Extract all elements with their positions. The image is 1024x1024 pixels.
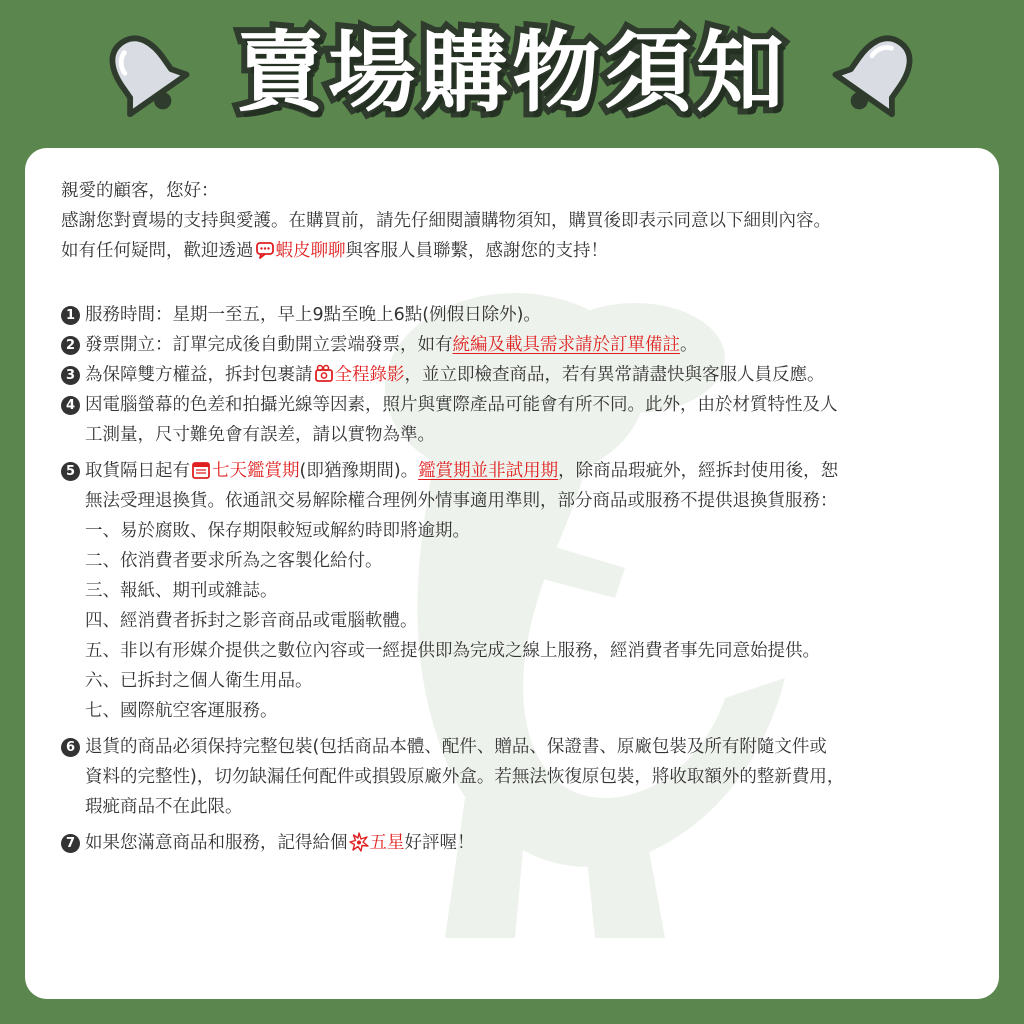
item-text: 無法受理退換貨。依通訊交易解除權合理例外情事適用準則，部分商品或服務不提供退換貨服務： [85,491,838,511]
item-number: 4 [61,396,80,415]
intro-contact [61,236,981,266]
intro-contact-thanks: 與客服人員聯繫，感謝您的支持！ [345,241,608,261]
item-text: ，並立即檢查商品，若有異常請盡快與客服人員反應。 [404,365,825,385]
item-text: (即猶豫期間)。 [299,461,419,481]
item-text: 好評喔！ [404,833,475,853]
sub-item: 七、國際航空客運服務。 [85,701,278,721]
calendar-icon [191,460,211,480]
notice-card [25,148,999,999]
item-number: 2 [61,336,80,355]
item-text: 取貨隔日起有 [85,461,190,481]
item-text: 工測量，尺寸難免會有誤差，請以實物為準。 [85,425,435,445]
list-item [61,360,981,390]
sub-item: 四、經消費者拆封之影音商品或電腦軟體。 [85,611,418,631]
sub-item: 五、非以有形媒介提供之數位內容或一經提供即為完成之線上服務，經消費者事先同意始提供。 [85,641,820,661]
sub-item: 三、報紙、期刊或雜誌。 [85,581,278,601]
list-item [61,390,981,420]
not-trial-highlight: 鑑賞期並非試用期 [418,461,559,481]
intro-contact-text: 如有任何疑問，歡迎透過 [61,241,254,261]
item-text: 退貨的商品必須保持完整包裝(包括商品本體、配件、贈品、保證書、原廠包裝及所有附隨文件或 [85,737,827,757]
list-item [61,732,981,762]
item-text: ，除商品瑕疵外，經拆封使用後，恕 [558,461,839,481]
item-text: 因電腦螢幕的色差和拍攝光線等因素，照片與實際產品可能會有所不同。此外，由於材質特性及人 [85,395,838,415]
item-text: 。 [680,335,698,355]
invoice-highlight: 統編及載具需求請於訂單備註 [452,335,680,355]
chat-icon [255,240,275,260]
page-title: 賣場購物須知 [235,21,788,124]
record-highlight: 全程錄影 [334,365,405,385]
intro-text: 感謝您對賣場的支持與愛護。在購買前，請先仔細閱讀購物須知，購買後即表示同意以下細則內容。 [61,211,831,231]
item-text: 服務時間：星期一至五，早上9點至晚上6點(例假日除外)。 [85,305,541,325]
header [0,0,1024,148]
item-text: 資料的完整性)，切勿缺漏任何配件或損毀原廠外盒。若無法恢復原包裝，將收取額外的整新費用， [85,767,845,787]
shopee-chat-link[interactable]: 蝦皮聊聊 [275,241,346,261]
list-item [61,828,981,858]
list-item [61,456,981,486]
sub-item: 一、易於腐敗、保存期限較短或解約時即將逾期。 [85,521,470,541]
bell-icon [830,26,926,122]
item-number: 3 [61,366,80,385]
appreciation-period-highlight: 七天鑑賞期 [212,461,300,481]
five-star-highlight: 五星 [369,833,405,853]
item-text: 為保障雙方權益，拆封包裹請 [85,365,313,385]
item-number: 6 [61,738,80,757]
camera-icon [314,364,334,384]
star-icon [349,832,369,852]
list-item [61,330,981,360]
item-number: 7 [61,834,80,853]
item-text: 發票開立：訂單完成後自動開立雲端發票，如有 [85,335,453,355]
list-item [61,300,981,330]
sub-item: 二、依消費者要求所為之客製化給付。 [85,551,383,571]
item-number: 1 [61,306,80,325]
item-text: 瑕疵商品不在此限。 [85,797,243,817]
sub-item: 六、已拆封之個人衛生用品。 [85,671,313,691]
greeting: 親愛的顧客，您好： [61,181,219,201]
item-number: 5 [61,462,80,481]
item-text: 如果您滿意商品和服務，記得給個 [85,833,348,853]
